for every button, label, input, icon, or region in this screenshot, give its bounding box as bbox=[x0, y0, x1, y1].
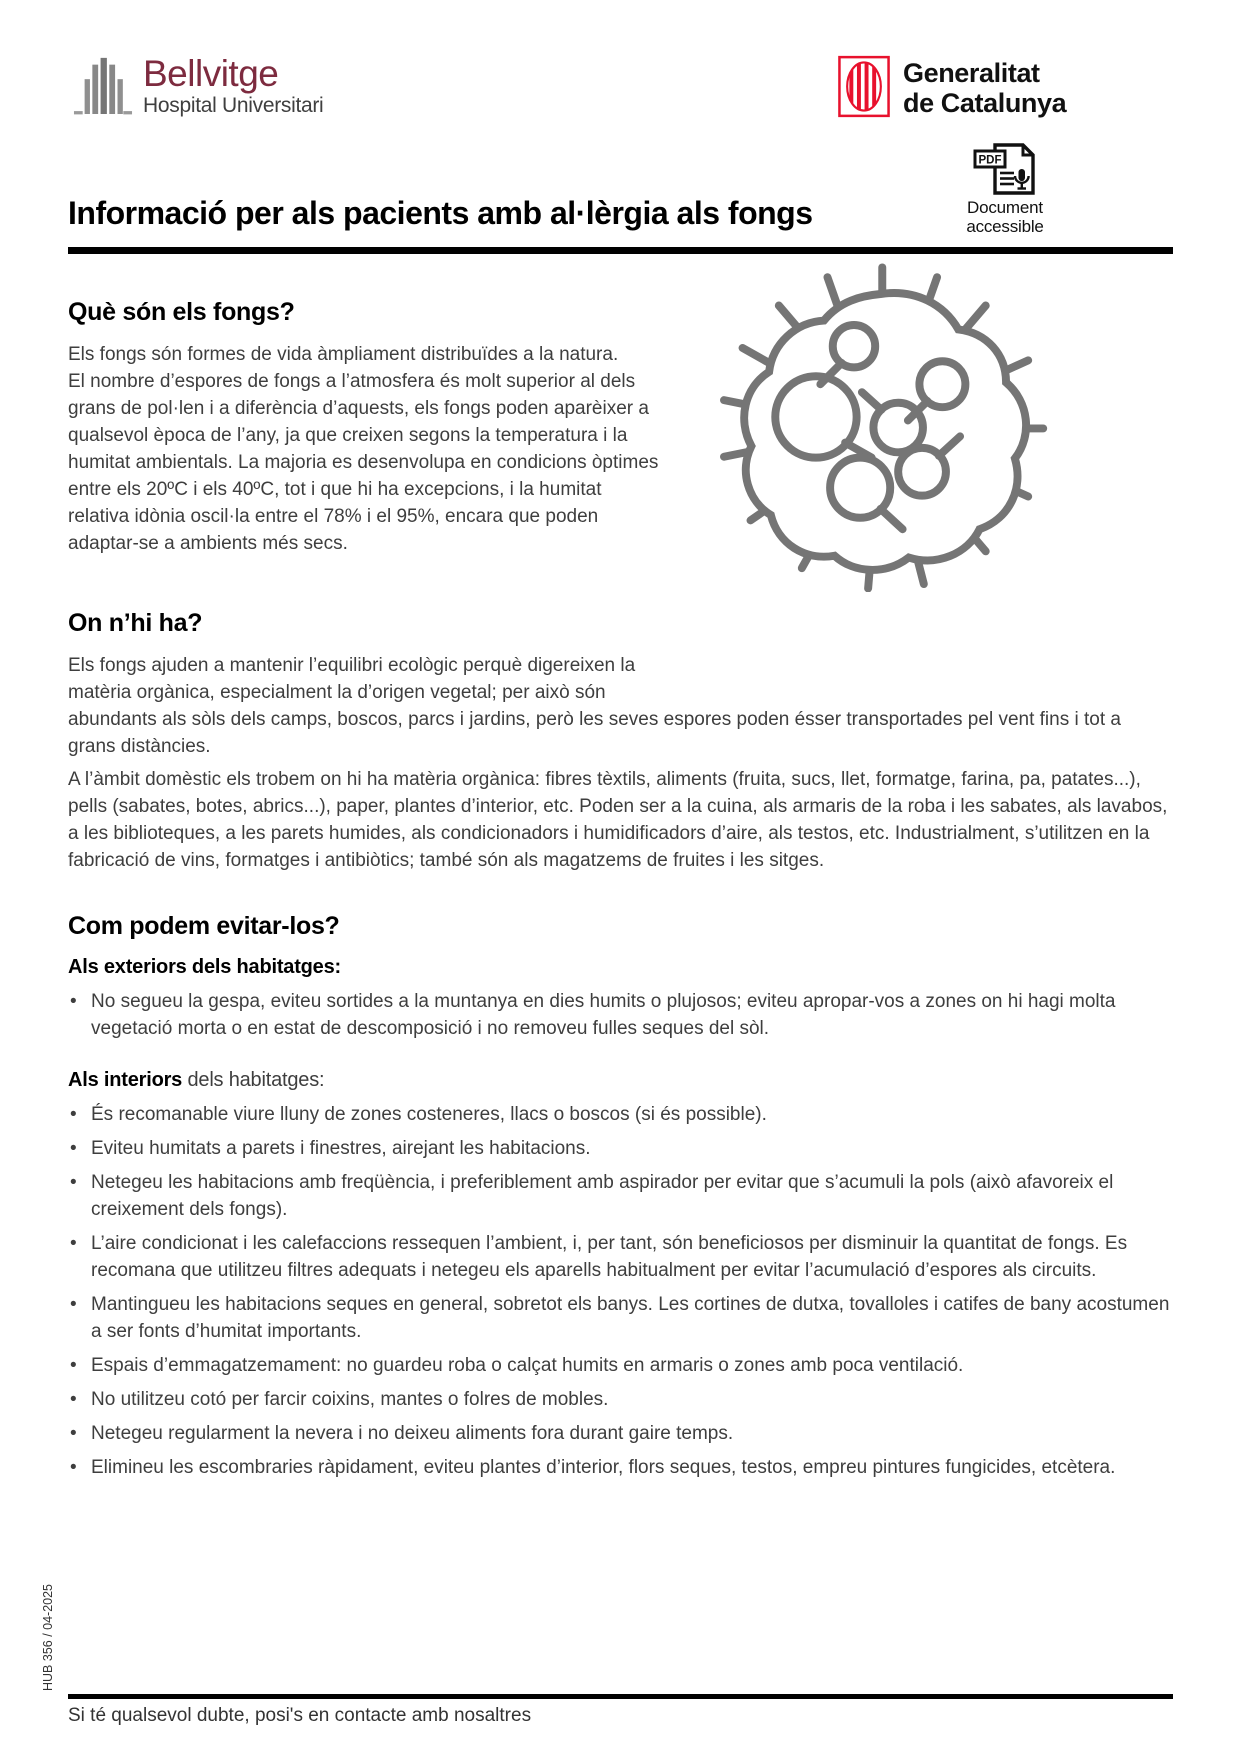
list-item: • Elimineu les escombraries ràpidament, eviteu plantes d’interior, flors seques, testos, empreu pintures fungicides, etcètera. bbox=[68, 1454, 1173, 1481]
list-item: • Netegeu regularment la nevera i no deixeu aliments fora durant gaire temps. bbox=[68, 1420, 1173, 1447]
list-item: • No segueu la gespa, eviteu sortides a la muntanya en dies humits o plujosos; eviteu apropar-vos a zones on hi hagi molta vegetació morta o en estat de descomposició i no removeu fulles seques del sòl. bbox=[68, 988, 1173, 1042]
subheading-interiors-rest: dels habitatges: bbox=[187, 1069, 325, 1091]
subheading-interiors bbox=[68, 1068, 1173, 1092]
paragraph-where-2: A l’àmbit domèstic els trobem on hi ha matèria orgànica: fibres tèxtils, aliments (fruita, sucs, llet, formatge, farina, pa, patates...), pells (sabates, botes, abrics...), paper, plantes d’interior, etc. Poden ser a la cuina, als armaris de la roba i les sabates, als lavabos, a les biblioteques, a les parets humides, als condicionadors i humidificadors d’aire, als testos, etc. Industrialment, s’utilitzen en la fabricació de vins, formatges i antibiòtics; també són als magatzems de fruites i les sitges. bbox=[68, 769, 1168, 871]
gencat-line2: de Catalunya bbox=[903, 88, 1067, 118]
section-heading-what: Què són els fongs? bbox=[68, 298, 295, 326]
fungus-spore-icon bbox=[708, 256, 1053, 592]
title-divider bbox=[68, 247, 1173, 254]
paragraph-what-2: El nombre d’espores de fongs a l’atmosfera és molt superior al dels grans de pol·len i a diferència d’aquests, els fongs poden aparèixer a qualsevol època de l’any, ja que creixen segons la temperatura i la humitat ambientals. La majoria es desenvolupa en condicions òptimes entre els 20ºC i els 40ºC, tot i que hi ha excepcions, i la humitat relativa idònia oscil·la entre el 78% i el 95%, encara que poden adaptar-se a ambients més secs. bbox=[68, 371, 659, 554]
gencat-shield-icon bbox=[838, 55, 890, 118]
hospital-name: Bellvitge bbox=[143, 53, 279, 94]
list-item: • Netegeu les habitacions amb freqüència, i preferiblement amb aspirador per evitar que s’acumuli la pols (això afavoreix el creixement dels fongs). bbox=[68, 1169, 1173, 1223]
fungus-illustration bbox=[668, 256, 1173, 692]
section-heading-avoid: Com podem evitar-los? bbox=[68, 912, 340, 940]
interiors-bullet-list bbox=[68, 1101, 1173, 1481]
accessible-document-badge[interactable] bbox=[950, 143, 1060, 236]
footer-contact-note: Si té qualsevol dubte, posi's en contacte amb nosaltres bbox=[68, 1705, 532, 1726]
section-heading-where: On n’hi ha? bbox=[68, 609, 203, 637]
accessible-label-line2: accessible bbox=[966, 217, 1044, 236]
hospital-subtitle: Hospital Universitari bbox=[143, 94, 324, 117]
pdf-accessible-icon bbox=[973, 143, 1037, 195]
exteriors-bullet-list bbox=[68, 988, 1173, 1042]
page-title: Informació per als pacients amb al·lèrgia als fongs bbox=[68, 195, 813, 231]
hospital-logo bbox=[73, 50, 323, 118]
government-logo bbox=[838, 55, 1066, 118]
list-item: • No utilitzeu cotó per farcir coixins, mantes o folres de mobles. bbox=[68, 1386, 1173, 1413]
list-item: • L’aire condicionat i les calefaccions ressequen l’ambient, i, per tant, són beneficiosos per disminuir la quantitat de fongs. Es recomana que utilitzeu filtres adequats i netegeu els aparells habitualment per evitar l’acumulació d’espores als circuits. bbox=[68, 1230, 1173, 1284]
accessible-label-line1: Document bbox=[967, 198, 1043, 217]
list-item: • Espais d’emmagatzemament: no guardeu roba o calçat humits en armaris o zones amb poca ventilació. bbox=[68, 1352, 1173, 1379]
footer-divider bbox=[68, 1694, 1173, 1699]
hospital-building-icon bbox=[73, 50, 133, 118]
paragraph-what-1: Els fongs són formes de vida àmpliament distribuïdes a la natura. bbox=[68, 344, 619, 365]
list-item: • Mantingueu les habitacions seques en general, sobretot els banys. Les cortines de dutxa, tovalloles i catifes de bany acostumen a ser fonts d’humitat importants. bbox=[68, 1291, 1173, 1345]
gencat-line1: Generalitat bbox=[903, 58, 1040, 88]
subheading-interiors-bold: Als interiors bbox=[68, 1069, 183, 1091]
paragraph-where-1: Els fongs ajuden a mantenir l’equilibri ecològic perquè digereixen la matèria orgànica, especialment la d’origen vegetal; per això són abundants als sòls dels camps, boscos, parcs i jardins, però les seves espores poden ésser transportades pel vent fins i tot a grans distàncies. bbox=[68, 655, 1121, 757]
document-code: HUB 356 / 04-2025 bbox=[41, 1583, 55, 1691]
subheading-exteriors: Als exteriors dels habitatges: bbox=[68, 956, 341, 978]
svg-text:PDF: PDF bbox=[978, 154, 1002, 167]
document-body bbox=[68, 256, 1173, 1488]
list-item: • Eviteu humitats a parets i finestres, airejant les habitacions. bbox=[68, 1135, 1173, 1162]
list-item: • És recomanable viure lluny de zones costeneres, llacs o boscos (si és possible). bbox=[68, 1101, 1173, 1128]
